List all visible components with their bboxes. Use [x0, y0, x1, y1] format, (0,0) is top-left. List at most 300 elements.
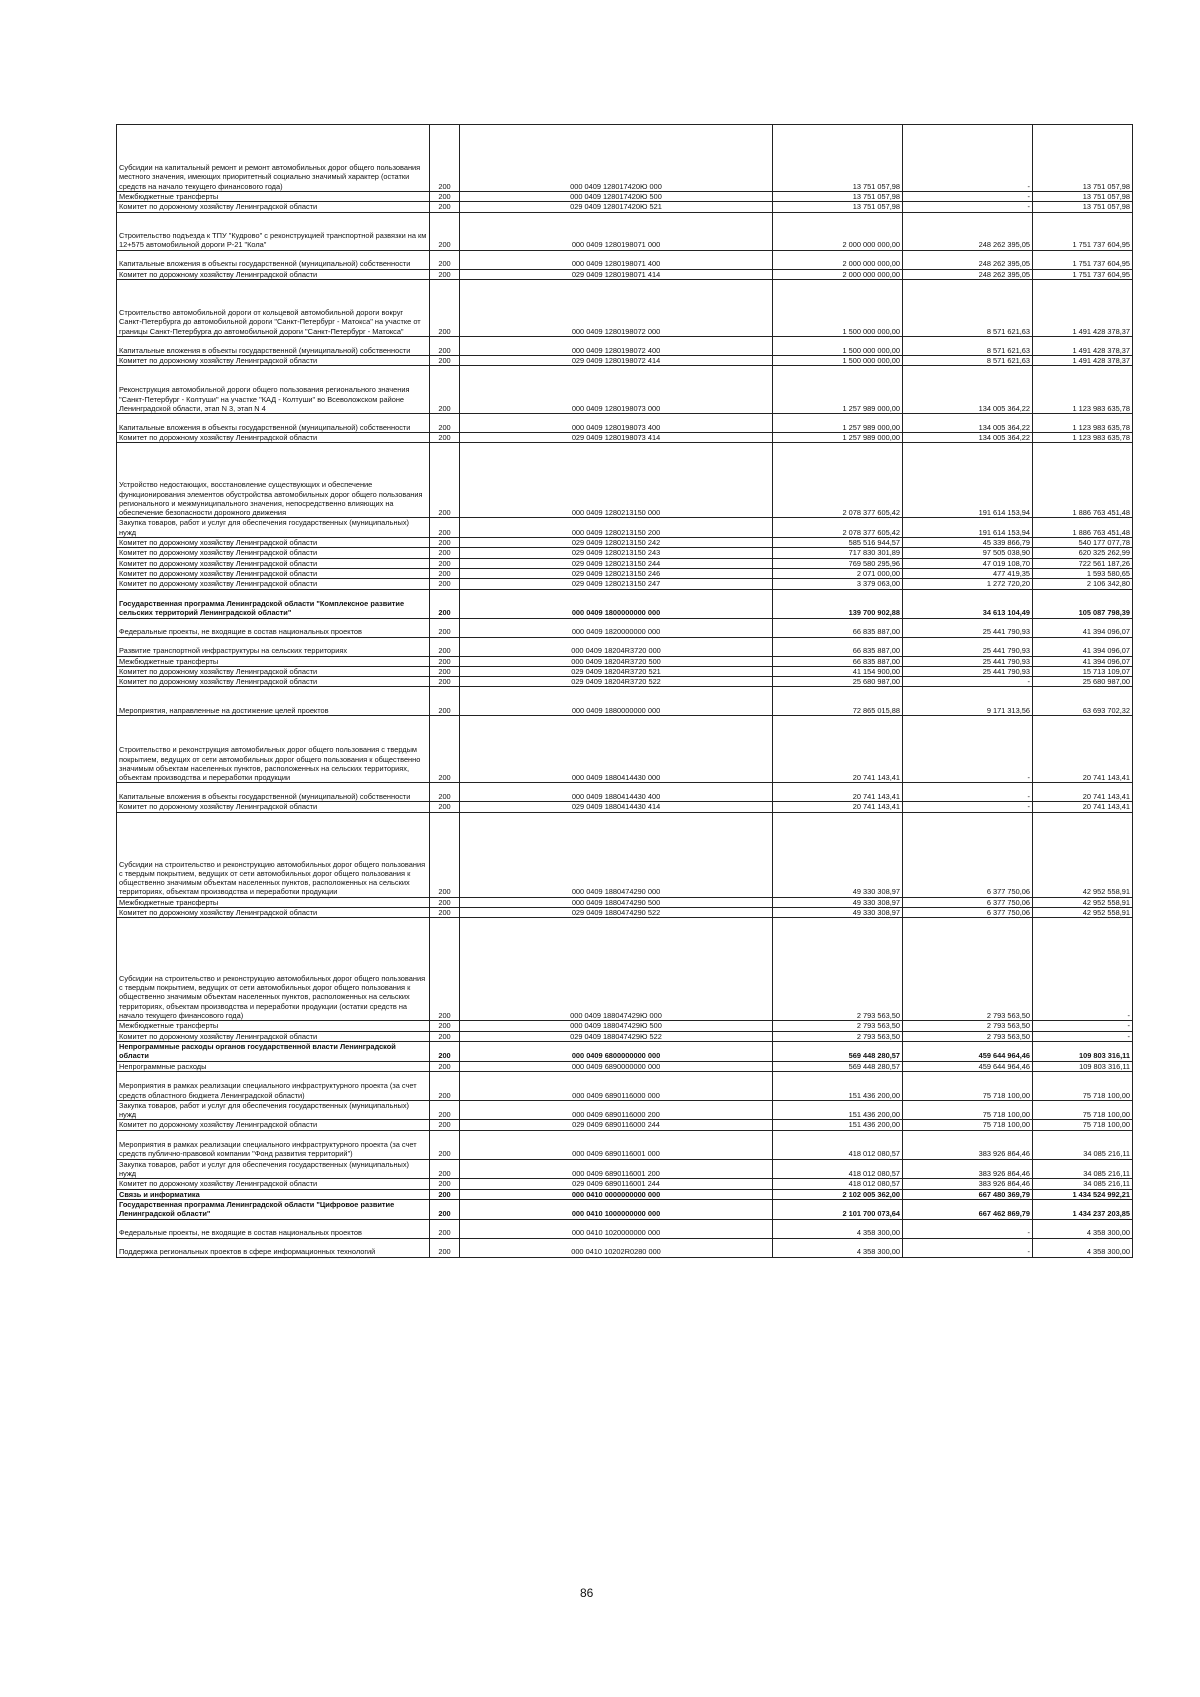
row-code-200-cell: 200 — [430, 269, 460, 279]
table-row — [117, 558, 1133, 568]
row-name-cell: Межбюджетные трансферты — [117, 192, 430, 202]
row-executed-amount-cell: 25 441 790,93 — [903, 666, 1033, 676]
row-remaining-amount-cell: 1 886 763 451,48 — [1033, 518, 1133, 538]
row-code-200-cell: 200 — [430, 1130, 460, 1159]
row-classification-code-cell: 000 0409 6890116000 200 — [460, 1100, 773, 1120]
row-classification-code-cell: 029 0409 18204R3720 522 — [460, 677, 773, 687]
table-row — [117, 1199, 1133, 1219]
row-remaining-amount-cell: 1 593 580,65 — [1033, 568, 1133, 578]
row-code-200-cell: 200 — [430, 202, 460, 212]
row-executed-amount-cell: 383 926 864,46 — [903, 1130, 1033, 1159]
row-executed-amount-cell: 248 262 395,05 — [903, 250, 1033, 269]
table-row — [117, 548, 1133, 558]
row-classification-code-cell: 000 0409 6890116000 000 — [460, 1071, 773, 1100]
row-remaining-amount-cell: 1 751 737 604,95 — [1033, 212, 1133, 250]
row-executed-amount-cell: 34 613 104,49 — [903, 589, 1033, 618]
row-name-cell: Капитальные вложения в объекты государственной (муниципальной) собственности — [117, 336, 430, 355]
row-approved-amount-cell: 49 330 308,97 — [773, 897, 903, 907]
row-executed-amount-cell: - — [903, 1238, 1033, 1257]
table-row — [117, 202, 1133, 212]
row-approved-amount-cell: 2 078 377 605,42 — [773, 443, 903, 518]
table-row — [117, 666, 1133, 676]
row-remaining-amount-cell: 75 718 100,00 — [1033, 1120, 1133, 1130]
row-code-200-cell: 200 — [430, 1189, 460, 1199]
row-classification-code-cell: 029 0409 1280198073 414 — [460, 433, 773, 443]
row-approved-amount-cell: 2 000 000 000,00 — [773, 212, 903, 250]
row-code-200-cell: 200 — [430, 443, 460, 518]
row-approved-amount-cell: 139 700 902,88 — [773, 589, 903, 618]
row-executed-amount-cell: - — [903, 716, 1033, 783]
row-code-200-cell: 200 — [430, 918, 460, 1021]
row-approved-amount-cell: 151 436 200,00 — [773, 1071, 903, 1100]
row-executed-amount-cell: 2 793 563,50 — [903, 1021, 1033, 1031]
row-executed-amount-cell: - — [903, 125, 1033, 192]
row-executed-amount-cell: 6 377 750,06 — [903, 897, 1033, 907]
row-remaining-amount-cell: 1 123 983 635,78 — [1033, 414, 1133, 433]
table-row — [117, 783, 1133, 802]
row-code-200-cell: 200 — [430, 637, 460, 656]
row-approved-amount-cell: 418 012 080,57 — [773, 1179, 903, 1189]
row-remaining-amount-cell: 109 803 316,11 — [1033, 1041, 1133, 1061]
row-remaining-amount-cell: 20 741 143,41 — [1033, 716, 1133, 783]
row-name-cell: Комитет по дорожному хозяйству Ленинградской области — [117, 548, 430, 558]
row-code-200-cell: 200 — [430, 518, 460, 538]
row-name-cell: Развитие транспортной инфраструктуры на сельских территориях — [117, 637, 430, 656]
row-remaining-amount-cell: - — [1033, 918, 1133, 1021]
row-remaining-amount-cell: 41 394 096,07 — [1033, 618, 1133, 637]
row-executed-amount-cell: 8 571 621,63 — [903, 336, 1033, 355]
row-name-cell: Комитет по дорожному хозяйству Ленинградской области — [117, 1120, 430, 1130]
row-executed-amount-cell: 8 571 621,63 — [903, 355, 1033, 365]
row-remaining-amount-cell: 13 751 057,98 — [1033, 125, 1133, 192]
row-executed-amount-cell: 477 419,35 — [903, 568, 1033, 578]
row-approved-amount-cell: 13 751 057,98 — [773, 192, 903, 202]
row-name-cell: Комитет по дорожному хозяйству Ленинградской области — [117, 1179, 430, 1189]
row-classification-code-cell: 029 0409 18204R3720 521 — [460, 666, 773, 676]
row-approved-amount-cell: 418 012 080,57 — [773, 1130, 903, 1159]
row-code-200-cell: 200 — [430, 212, 460, 250]
row-classification-code-cell: 000 0409 1880414430 400 — [460, 783, 773, 802]
row-remaining-amount-cell: 1 434 237 203,85 — [1033, 1199, 1133, 1219]
row-name-cell: Межбюджетные трансферты — [117, 1021, 430, 1031]
row-classification-code-cell: 000 0410 10202R0280 000 — [460, 1238, 773, 1257]
row-executed-amount-cell: 667 462 869,79 — [903, 1199, 1033, 1219]
row-name-cell: Комитет по дорожному хозяйству Ленинградской области — [117, 1031, 430, 1041]
row-classification-code-cell: 000 0409 1800000000 000 — [460, 589, 773, 618]
row-code-200-cell: 200 — [430, 1100, 460, 1120]
row-remaining-amount-cell: 105 087 798,39 — [1033, 589, 1133, 618]
row-remaining-amount-cell: 15 713 109,07 — [1033, 666, 1133, 676]
row-classification-code-cell: 000 0409 188047429Ю 000 — [460, 918, 773, 1021]
row-executed-amount-cell: 75 718 100,00 — [903, 1071, 1033, 1100]
row-executed-amount-cell: - — [903, 783, 1033, 802]
row-classification-code-cell: 000 0409 1880474290 500 — [460, 897, 773, 907]
row-classification-code-cell: 029 0409 1280213150 244 — [460, 558, 773, 568]
row-name-cell: Комитет по дорожному хозяйству Ленинградской области — [117, 579, 430, 589]
table-row — [117, 716, 1133, 783]
row-classification-code-cell: 000 0409 6890116001 200 — [460, 1159, 773, 1179]
row-name-cell: Устройство недостающих, восстановление существующих и обеспечение функционирования элементов обустройства автомобильных дорог общего пользования регионального и межмуниципального значения, непосредственно влияющих на обеспечение безопасности дорожного движения — [117, 443, 430, 518]
row-executed-amount-cell: 459 644 964,46 — [903, 1061, 1033, 1071]
row-classification-code-cell: 029 0409 188047429Ю 522 — [460, 1031, 773, 1041]
row-name-cell: Комитет по дорожному хозяйству Ленинградской области — [117, 355, 430, 365]
row-code-200-cell: 200 — [430, 716, 460, 783]
row-code-200-cell: 200 — [430, 1071, 460, 1100]
row-code-200-cell: 200 — [430, 1041, 460, 1061]
row-classification-code-cell: 029 0409 6890116001 244 — [460, 1179, 773, 1189]
row-classification-code-cell: 000 0409 6890000000 000 — [460, 1061, 773, 1071]
table-row — [117, 687, 1133, 716]
table-row — [117, 433, 1133, 443]
row-approved-amount-cell: 2 078 377 605,42 — [773, 518, 903, 538]
row-name-cell: Закупка товаров, работ и услуг для обеспечения государственных (муниципальных) нужд — [117, 1100, 430, 1120]
row-classification-code-cell: 000 0409 1280198072 400 — [460, 336, 773, 355]
row-approved-amount-cell: 2 793 563,50 — [773, 1031, 903, 1041]
row-executed-amount-cell: 75 718 100,00 — [903, 1120, 1033, 1130]
row-approved-amount-cell: 1 500 000 000,00 — [773, 336, 903, 355]
row-executed-amount-cell: 75 718 100,00 — [903, 1100, 1033, 1120]
row-name-cell: Комитет по дорожному хозяйству Ленинградской области — [117, 568, 430, 578]
table-row — [117, 677, 1133, 687]
row-approved-amount-cell: 2 102 005 362,00 — [773, 1189, 903, 1199]
row-code-200-cell: 200 — [430, 548, 460, 558]
row-code-200-cell: 200 — [430, 812, 460, 897]
budget-table-sheet — [116, 124, 1132, 1258]
row-name-cell: Мероприятия, направленные на достижение целей проектов — [117, 687, 430, 716]
row-code-200-cell: 200 — [430, 618, 460, 637]
table-row — [117, 336, 1133, 355]
table-row — [117, 1189, 1133, 1199]
row-classification-code-cell: 000 0409 6800000000 000 — [460, 1041, 773, 1061]
row-approved-amount-cell: 2 000 000 000,00 — [773, 269, 903, 279]
table-row — [117, 589, 1133, 618]
row-classification-code-cell: 000 0409 18204R3720 000 — [460, 637, 773, 656]
row-remaining-amount-cell: 34 085 216,11 — [1033, 1179, 1133, 1189]
table-row — [117, 618, 1133, 637]
table-row — [117, 1238, 1133, 1257]
row-remaining-amount-cell: 109 803 316,11 — [1033, 1061, 1133, 1071]
row-executed-amount-cell: 9 171 313,56 — [903, 687, 1033, 716]
row-code-200-cell: 200 — [430, 1120, 460, 1130]
table-row — [117, 279, 1133, 336]
row-name-cell: Закупка товаров, работ и услуг для обеспечения государственных (муниципальных) нужд — [117, 518, 430, 538]
row-remaining-amount-cell: 41 394 096,07 — [1033, 637, 1133, 656]
row-code-200-cell: 200 — [430, 366, 460, 414]
row-name-cell: Капитальные вложения в объекты государственной (муниципальной) собственности — [117, 250, 430, 269]
table-row — [117, 568, 1133, 578]
row-name-cell: Субсидии на строительство и реконструкцию автомобильных дорог общего пользования с твердым покрытием, ведущих от сети автомобильных дорог общего пользования к общественно значимым объектам населенных пунктов, расположенных на сельских территориях, объектам производства и переработки продукции (остатки средств на начало текущего финансового года) — [117, 918, 430, 1021]
budget-table-body — [117, 125, 1133, 1258]
row-approved-amount-cell: 2 101 700 073,64 — [773, 1199, 903, 1219]
row-approved-amount-cell: 66 835 887,00 — [773, 618, 903, 637]
row-code-200-cell: 200 — [430, 1021, 460, 1031]
row-name-cell: Межбюджетные трансферты — [117, 656, 430, 666]
row-approved-amount-cell: 1 257 989 000,00 — [773, 433, 903, 443]
row-approved-amount-cell: 4 358 300,00 — [773, 1238, 903, 1257]
table-row — [117, 250, 1133, 269]
row-classification-code-cell: 000 0409 1280198071 000 — [460, 212, 773, 250]
row-code-200-cell: 200 — [430, 666, 460, 676]
row-approved-amount-cell: 151 436 200,00 — [773, 1120, 903, 1130]
row-classification-code-cell: 000 0409 188047429Ю 500 — [460, 1021, 773, 1031]
row-approved-amount-cell: 13 751 057,98 — [773, 202, 903, 212]
row-executed-amount-cell: 383 926 864,46 — [903, 1159, 1033, 1179]
row-classification-code-cell: 029 0409 1280213150 242 — [460, 538, 773, 548]
row-remaining-amount-cell: 41 394 096,07 — [1033, 656, 1133, 666]
row-remaining-amount-cell: 13 751 057,98 — [1033, 202, 1133, 212]
row-remaining-amount-cell: 540 177 077,78 — [1033, 538, 1133, 548]
row-code-200-cell: 200 — [430, 1238, 460, 1257]
row-name-cell: Мероприятия в рамках реализации специального инфраструктурного проекта (за счет средств областного бюджета Ленинградской области) — [117, 1071, 430, 1100]
row-name-cell: Закупка товаров, работ и услуг для обеспечения государственных (муниципальных) нужд — [117, 1159, 430, 1179]
row-remaining-amount-cell: 42 952 558,91 — [1033, 812, 1133, 897]
row-remaining-amount-cell: 75 718 100,00 — [1033, 1071, 1133, 1100]
row-classification-code-cell: 000 0410 0000000000 000 — [460, 1189, 773, 1199]
row-remaining-amount-cell: 1 123 983 635,78 — [1033, 366, 1133, 414]
row-approved-amount-cell: 3 379 063,00 — [773, 579, 903, 589]
row-approved-amount-cell: 4 358 300,00 — [773, 1219, 903, 1238]
row-code-200-cell: 200 — [430, 579, 460, 589]
row-executed-amount-cell: - — [903, 1219, 1033, 1238]
row-classification-code-cell: 000 0409 1880474290 000 — [460, 812, 773, 897]
row-code-200-cell: 200 — [430, 250, 460, 269]
row-remaining-amount-cell: 34 085 216,11 — [1033, 1130, 1133, 1159]
table-row — [117, 518, 1133, 538]
row-remaining-amount-cell: 25 680 987,00 — [1033, 677, 1133, 687]
row-remaining-amount-cell: 20 741 143,41 — [1033, 802, 1133, 812]
row-name-cell: Комитет по дорожному хозяйству Ленинградской области — [117, 558, 430, 568]
row-name-cell: Государственная программа Ленинградской области "Цифровое развитие Ленинградской области" — [117, 1199, 430, 1219]
row-code-200-cell: 200 — [430, 897, 460, 907]
row-approved-amount-cell: 1 500 000 000,00 — [773, 355, 903, 365]
row-name-cell: Реконструкция автомобильной дороги общего пользования регионального значения "Санкт-Петербург - Колтуши" на участке "КАД - Колтуши" во Всеволожском районе Ленинградской области, этап N 3, этап N 4 — [117, 366, 430, 414]
row-approved-amount-cell: 1 500 000 000,00 — [773, 279, 903, 336]
row-name-cell: Комитет по дорожному хозяйству Ленинградской области — [117, 538, 430, 548]
row-name-cell: Капитальные вложения в объекты государственной (муниципальной) собственности — [117, 783, 430, 802]
row-classification-code-cell: 000 0410 1000000000 000 — [460, 1199, 773, 1219]
row-approved-amount-cell: 1 257 989 000,00 — [773, 366, 903, 414]
row-executed-amount-cell: 248 262 395,05 — [903, 212, 1033, 250]
row-name-cell: Капитальные вложения в объекты государственной (муниципальной) собственности — [117, 414, 430, 433]
row-remaining-amount-cell: 620 325 262,99 — [1033, 548, 1133, 558]
row-code-200-cell: 200 — [430, 1031, 460, 1041]
row-classification-code-cell: 000 0409 1280198072 000 — [460, 279, 773, 336]
row-approved-amount-cell: 49 330 308,97 — [773, 908, 903, 918]
table-row — [117, 538, 1133, 548]
row-remaining-amount-cell: 722 561 187,26 — [1033, 558, 1133, 568]
row-executed-amount-cell: 2 793 563,50 — [903, 918, 1033, 1021]
row-approved-amount-cell: 66 835 887,00 — [773, 656, 903, 666]
row-approved-amount-cell: 66 835 887,00 — [773, 637, 903, 656]
row-executed-amount-cell: 45 339 866,79 — [903, 538, 1033, 548]
row-approved-amount-cell: 25 680 987,00 — [773, 677, 903, 687]
row-approved-amount-cell: 585 516 944,57 — [773, 538, 903, 548]
row-remaining-amount-cell: 42 952 558,91 — [1033, 897, 1133, 907]
row-name-cell: Комитет по дорожному хозяйству Ленинградской области — [117, 666, 430, 676]
table-row — [117, 443, 1133, 518]
row-classification-code-cell: 000 0409 1280198073 400 — [460, 414, 773, 433]
table-row — [117, 192, 1133, 202]
row-classification-code-cell: 029 0409 1880474290 522 — [460, 908, 773, 918]
row-code-200-cell: 200 — [430, 783, 460, 802]
row-approved-amount-cell: 717 830 301,89 — [773, 548, 903, 558]
row-executed-amount-cell: 383 926 864,46 — [903, 1179, 1033, 1189]
row-approved-amount-cell: 20 741 143,41 — [773, 783, 903, 802]
row-remaining-amount-cell: 1 123 983 635,78 — [1033, 433, 1133, 443]
row-code-200-cell: 200 — [430, 1179, 460, 1189]
row-classification-code-cell: 000 0409 1280213150 000 — [460, 443, 773, 518]
row-name-cell: Комитет по дорожному хозяйству Ленинградской области — [117, 202, 430, 212]
row-executed-amount-cell: 25 441 790,93 — [903, 618, 1033, 637]
row-code-200-cell: 200 — [430, 1159, 460, 1179]
table-row — [117, 1021, 1133, 1031]
table-row — [117, 1031, 1133, 1041]
row-name-cell: Межбюджетные трансферты — [117, 897, 430, 907]
row-executed-amount-cell: - — [903, 202, 1033, 212]
row-executed-amount-cell: 667 480 369,79 — [903, 1189, 1033, 1199]
row-executed-amount-cell: 134 005 364,22 — [903, 366, 1033, 414]
row-code-200-cell: 200 — [430, 538, 460, 548]
row-approved-amount-cell: 1 257 989 000,00 — [773, 414, 903, 433]
row-approved-amount-cell: 769 580 295,96 — [773, 558, 903, 568]
row-executed-amount-cell: 47 019 108,70 — [903, 558, 1033, 568]
row-code-200-cell: 200 — [430, 336, 460, 355]
row-code-200-cell: 200 — [430, 908, 460, 918]
row-name-cell: Федеральные проекты, не входящие в состав национальных проектов — [117, 618, 430, 637]
row-approved-amount-cell: 20 741 143,41 — [773, 802, 903, 812]
row-name-cell: Непрограммные расходы — [117, 1061, 430, 1071]
row-remaining-amount-cell: 1 491 428 378,37 — [1033, 355, 1133, 365]
row-name-cell: Поддержка региональных проектов в сфере информационных технологий — [117, 1238, 430, 1257]
row-name-cell: Федеральные проекты, не входящие в состав национальных проектов — [117, 1219, 430, 1238]
row-remaining-amount-cell: 2 106 342,80 — [1033, 579, 1133, 589]
row-classification-code-cell: 000 0409 1820000000 000 — [460, 618, 773, 637]
row-remaining-amount-cell: - — [1033, 1031, 1133, 1041]
row-classification-code-cell: 000 0410 1020000000 000 — [460, 1219, 773, 1238]
table-row — [117, 812, 1133, 897]
row-executed-amount-cell: 6 377 750,06 — [903, 812, 1033, 897]
row-remaining-amount-cell: 1 434 524 992,21 — [1033, 1189, 1133, 1199]
table-row — [117, 579, 1133, 589]
row-remaining-amount-cell: 1 751 737 604,95 — [1033, 269, 1133, 279]
row-classification-code-cell: 029 0409 6890116000 244 — [460, 1120, 773, 1130]
row-executed-amount-cell: 8 571 621,63 — [903, 279, 1033, 336]
row-name-cell: Непрограммные расходы органов государственной власти Ленинградской области — [117, 1041, 430, 1061]
table-row — [117, 125, 1133, 192]
row-executed-amount-cell: 459 644 964,46 — [903, 1041, 1033, 1061]
row-code-200-cell: 200 — [430, 558, 460, 568]
row-approved-amount-cell: 13 751 057,98 — [773, 125, 903, 192]
row-remaining-amount-cell: 4 358 300,00 — [1033, 1219, 1133, 1238]
row-executed-amount-cell: 97 505 038,90 — [903, 548, 1033, 558]
table-row — [117, 1061, 1133, 1071]
row-approved-amount-cell: 569 448 280,57 — [773, 1061, 903, 1071]
row-classification-code-cell: 029 0409 1280198071 414 — [460, 269, 773, 279]
row-name-cell: Строительство и реконструкция автомобильных дорог общего пользования с твердым покрытием, ведущих от сети автомобильных дорог общего пользования к общественно значимым объектам населенных пунктов, расположенных на сельских территориях, объектам производства и переработки продукции — [117, 716, 430, 783]
row-code-200-cell: 200 — [430, 279, 460, 336]
table-row — [117, 908, 1133, 918]
row-executed-amount-cell: - — [903, 192, 1033, 202]
row-code-200-cell: 200 — [430, 802, 460, 812]
table-row — [117, 414, 1133, 433]
row-approved-amount-cell: 2 793 563,50 — [773, 918, 903, 1021]
row-executed-amount-cell: 6 377 750,06 — [903, 908, 1033, 918]
row-name-cell: Комитет по дорожному хозяйству Ленинградской области — [117, 677, 430, 687]
row-classification-code-cell: 029 0409 1280213150 247 — [460, 579, 773, 589]
row-executed-amount-cell: 25 441 790,93 — [903, 637, 1033, 656]
row-remaining-amount-cell: 4 358 300,00 — [1033, 1238, 1133, 1257]
row-name-cell: Субсидии на капитальный ремонт и ремонт автомобильных дорог общего пользования местного значения, имеющих приоритетный социально значимый характер (остатки средств на начало текущего финансового года) — [117, 125, 430, 192]
row-approved-amount-cell: 2 793 563,50 — [773, 1021, 903, 1031]
row-approved-amount-cell: 20 741 143,41 — [773, 716, 903, 783]
row-remaining-amount-cell: 13 751 057,98 — [1033, 192, 1133, 202]
row-executed-amount-cell: 2 793 563,50 — [903, 1031, 1033, 1041]
row-remaining-amount-cell: 34 085 216,11 — [1033, 1159, 1133, 1179]
row-code-200-cell: 200 — [430, 433, 460, 443]
row-code-200-cell: 200 — [430, 589, 460, 618]
row-classification-code-cell: 000 0409 1280213150 200 — [460, 518, 773, 538]
row-classification-code-cell: 029 0409 128017420Ю 521 — [460, 202, 773, 212]
row-code-200-cell: 200 — [430, 1061, 460, 1071]
row-classification-code-cell: 029 0409 1280198072 414 — [460, 355, 773, 365]
table-row — [117, 1130, 1133, 1159]
row-code-200-cell: 200 — [430, 192, 460, 202]
row-approved-amount-cell: 2 000 000 000,00 — [773, 250, 903, 269]
row-code-200-cell: 200 — [430, 125, 460, 192]
row-name-cell: Комитет по дорожному хозяйству Ленинградской области — [117, 269, 430, 279]
row-classification-code-cell: 000 0409 1280198073 000 — [460, 366, 773, 414]
row-classification-code-cell: 029 0409 1280213150 246 — [460, 568, 773, 578]
table-row — [117, 802, 1133, 812]
row-remaining-amount-cell: 1 751 737 604,95 — [1033, 250, 1133, 269]
row-remaining-amount-cell: 1 491 428 378,37 — [1033, 279, 1133, 336]
row-approved-amount-cell: 72 865 015,88 — [773, 687, 903, 716]
row-classification-code-cell: 000 0409 128017420Ю 500 — [460, 192, 773, 202]
row-classification-code-cell: 029 0409 1280213150 243 — [460, 548, 773, 558]
table-row — [117, 1159, 1133, 1179]
row-remaining-amount-cell: 63 693 702,32 — [1033, 687, 1133, 716]
table-row — [117, 1179, 1133, 1189]
row-remaining-amount-cell: 1 886 763 451,48 — [1033, 443, 1133, 518]
row-code-200-cell: 200 — [430, 687, 460, 716]
row-executed-amount-cell: 191 614 153,94 — [903, 443, 1033, 518]
row-code-200-cell: 200 — [430, 1219, 460, 1238]
row-classification-code-cell: 000 0409 1880000000 000 — [460, 687, 773, 716]
row-classification-code-cell: 000 0409 1880414430 000 — [460, 716, 773, 783]
row-classification-code-cell: 000 0409 128017420Ю 000 — [460, 125, 773, 192]
table-row — [117, 918, 1133, 1021]
row-name-cell: Строительство подъезда к ТПУ "Кудрово" с реконструкцией транспортной развязки на км 12+575 автомобильной дороги Р-21 "Кола" — [117, 212, 430, 250]
table-row — [117, 366, 1133, 414]
row-remaining-amount-cell: 1 491 428 378,37 — [1033, 336, 1133, 355]
row-name-cell: Комитет по дорожному хозяйству Ленинградской области — [117, 433, 430, 443]
row-executed-amount-cell: 1 272 720,20 — [903, 579, 1033, 589]
row-name-cell: Комитет по дорожному хозяйству Ленинградской области — [117, 908, 430, 918]
row-executed-amount-cell: - — [903, 802, 1033, 812]
row-code-200-cell: 200 — [430, 1199, 460, 1219]
table-row — [117, 656, 1133, 666]
row-code-200-cell: 200 — [430, 656, 460, 666]
row-remaining-amount-cell: 20 741 143,41 — [1033, 783, 1133, 802]
row-approved-amount-cell: 418 012 080,57 — [773, 1159, 903, 1179]
table-row — [117, 1041, 1133, 1061]
row-classification-code-cell: 029 0409 1880414430 414 — [460, 802, 773, 812]
row-approved-amount-cell: 2 071 000,00 — [773, 568, 903, 578]
row-name-cell: Связь и информатика — [117, 1189, 430, 1199]
row-executed-amount-cell: 134 005 364,22 — [903, 433, 1033, 443]
row-code-200-cell: 200 — [430, 414, 460, 433]
row-name-cell: Комитет по дорожному хозяйству Ленинградской области — [117, 802, 430, 812]
